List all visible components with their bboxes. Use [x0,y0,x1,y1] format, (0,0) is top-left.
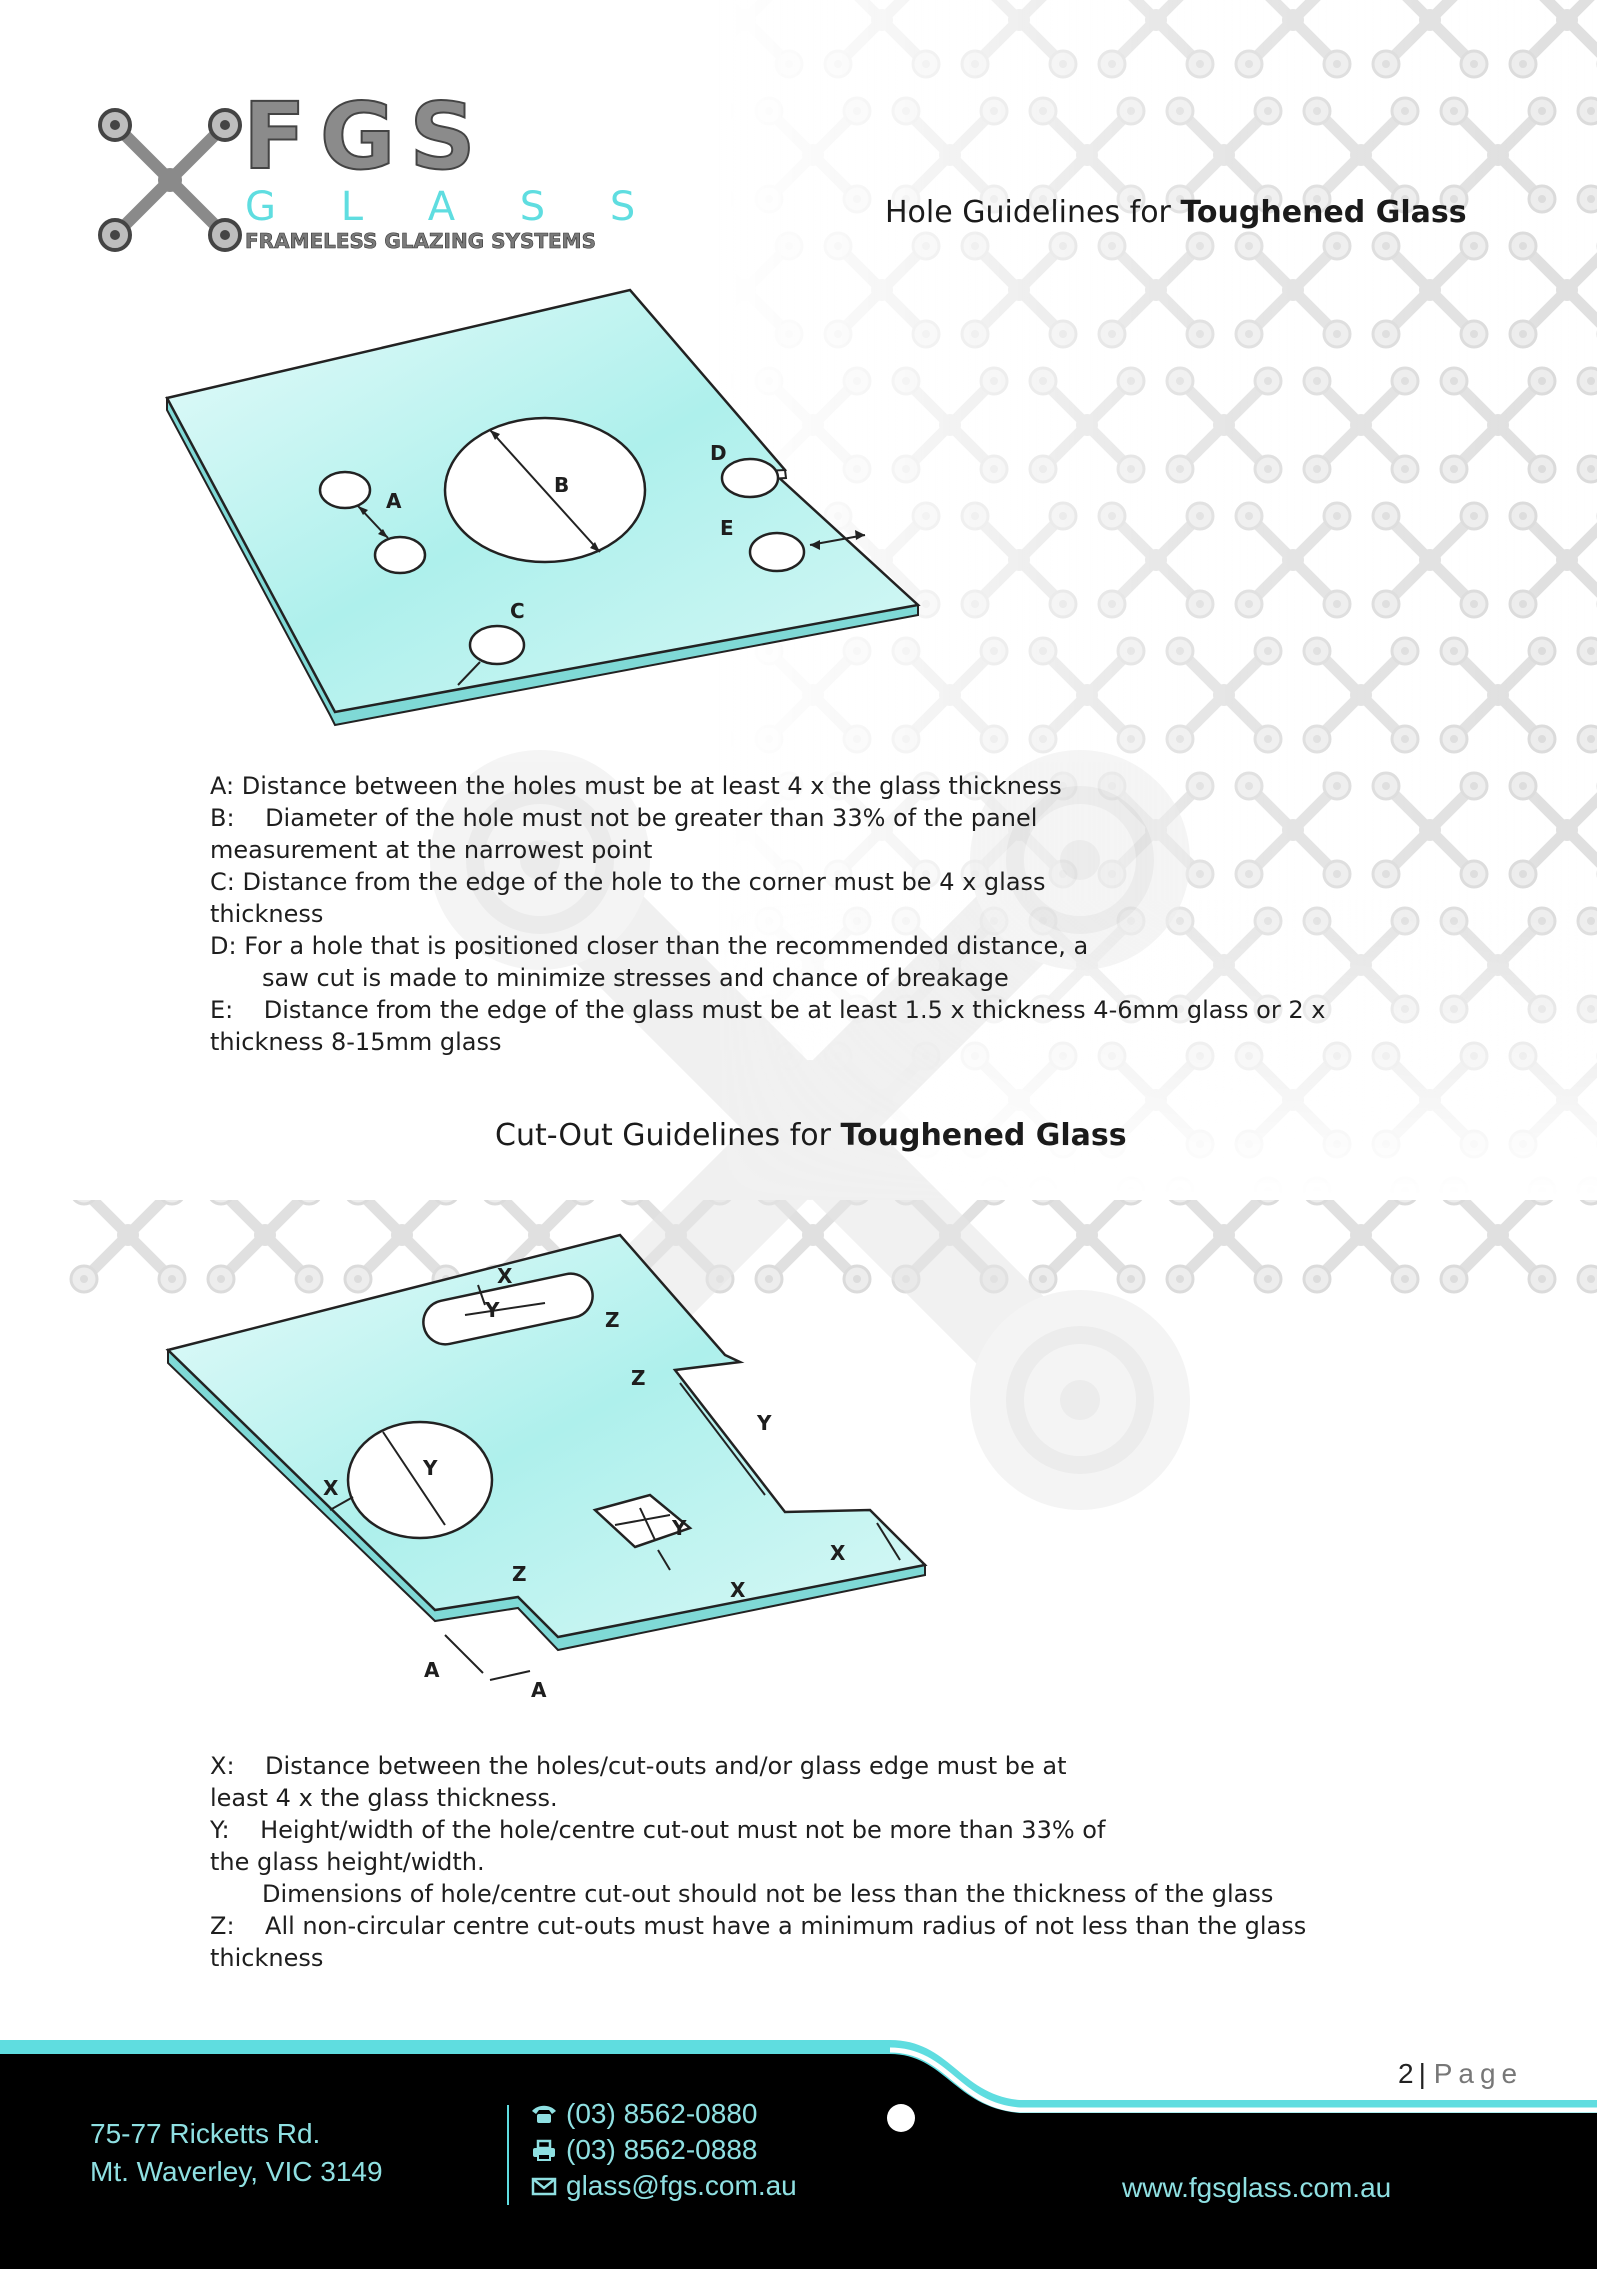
cutout-guidelines-heading [495,1118,1127,1153]
email-row [530,2168,797,2204]
footer-address [90,2115,383,2191]
svg-text:E: E [720,516,734,540]
heading-bold: Toughened Glass [1180,195,1467,230]
phone-icon [530,2103,558,2125]
footer-dot [887,2104,915,2132]
svg-text:A: A [386,489,402,513]
hole-guidelines-heading [885,195,1467,230]
svg-text:Z: Z [512,1562,527,1586]
footer-contacts [530,2096,797,2204]
page-number-value: 2 [1398,2058,1414,2089]
email-address[interactable]: glass@fgs.com.au [566,2170,797,2201]
hole-guidelines-notes [210,770,1390,1058]
svg-text:Z: Z [605,1308,620,1332]
hole-guidelines-diagram [160,280,940,730]
address-line-1: 75-77 Ricketts Rd. [90,2118,321,2149]
svg-text:X: X [323,1476,339,1500]
svg-text:B: B [554,473,570,497]
note-d: D: For a hole that is positioned closer than the recommended distance, a [210,932,1089,960]
logo-wordmark: FGS [243,83,490,190]
website-link[interactable]: www.fgsglass.com.au [1122,2172,1392,2203]
logo-glass-text: G L A S S [245,184,662,230]
footer-divider [507,2105,509,2205]
phone-number[interactable]: (03) 8562-0880 [566,2098,758,2129]
fax-row [530,2132,797,2168]
note-b: B: Diameter of the hole must not be greater than 33% of the panel measurement at the narrowest point [210,804,1038,864]
note-e: E: Distance from the edge of the glass must be at least 1.5 x thickness 4-6mm glass or 2 x thickness 8-15mm glass [210,996,1326,1056]
note-a: A: Distance between the holes must be at least 4 x the glass thickness [210,772,1062,800]
page-number [1398,2058,1523,2090]
page-word: Page [1433,2058,1524,2089]
note-z: Z: All non-circular centre cut-outs must have a minimum radius of not less than the glass thickness [210,1912,1307,1972]
svg-text:X: X [497,1264,513,1288]
svg-text:Y: Y [485,1298,500,1322]
heading-prefix: Hole Guidelines for [885,195,1171,230]
svg-text:X: X [730,1578,746,1602]
svg-text:D: D [710,441,727,465]
note-y: Y: Height/width of the hole/centre cut-out must not be more than 33% of the glass height/width. [210,1816,1106,1876]
heading-prefix: Cut-Out Guidelines for [495,1118,831,1153]
note-y-dimensions: Dimensions of hole/centre cut-out should not be less than the thickness of the glass [262,1880,1274,1908]
svg-text:A: A [531,1678,547,1702]
svg-text:Y: Y [672,1516,687,1540]
cutout-guidelines-notes [210,1750,1390,1974]
fax-icon [530,2139,558,2161]
logo [95,83,662,255]
phone-row [530,2096,797,2132]
note-d-cont: saw cut is made to minimize stresses and chance of breakage [262,964,1009,992]
cutout-guidelines-diagram [165,1225,945,1705]
svg-text:C: C [510,599,525,623]
fax-number[interactable]: (03) 8562-0888 [566,2134,758,2165]
heading-bold: Toughened Glass [840,1118,1127,1153]
note-x: X: Distance between the holes/cut-outs and/or glass edge must be at least 4 x the glass thickness. [210,1752,1067,1812]
svg-text:X: X [830,1541,846,1565]
mail-icon [530,2175,558,2197]
svg-text:A: A [424,1658,440,1682]
svg-text:Y: Y [757,1411,772,1435]
svg-text:Z: Z [631,1366,646,1390]
svg-text:Y: Y [423,1456,438,1480]
spider-logo-icon [95,105,245,255]
logo-tagline: FRAMELESS GLAZING SYSTEMS [245,229,596,253]
note-c: C: Distance from the edge of the hole to the corner must be 4 x glass thickness [210,868,1046,928]
address-line-2: Mt. Waverley, VIC 3149 [90,2156,383,2187]
page-separator: | [1418,2058,1434,2089]
